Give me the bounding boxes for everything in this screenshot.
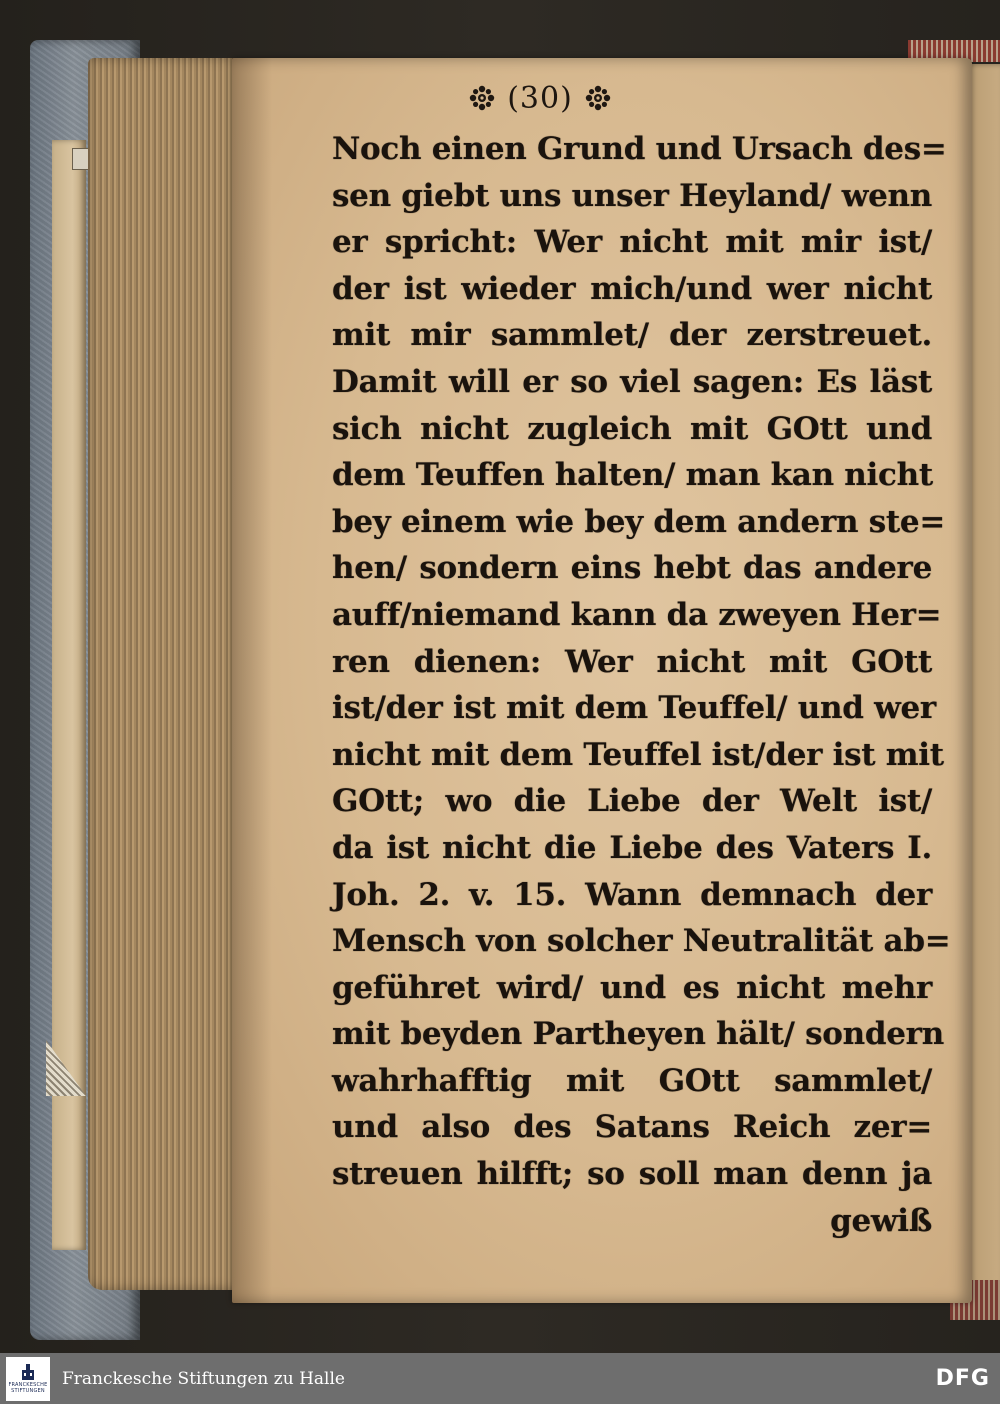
building-icon	[21, 1364, 35, 1382]
page-text	[332, 126, 951, 1244]
page-header	[310, 76, 770, 120]
text-line: mit beyden Partheyen hält/ sondern	[332, 1016, 944, 1053]
text-line: der ist wieder mich/und wer nicht	[332, 270, 932, 307]
text-line: Joh. 2. v. 15. Wann demnach der	[332, 876, 932, 913]
text-line: Noch einen Grund und Ursach des=	[332, 131, 947, 167]
text-line: GOtt; wo die Liebe der Welt ist/	[332, 783, 932, 820]
text-line: er spricht: Wer nicht mit mir ist/	[332, 224, 932, 261]
text-line: geführet wird/ und es nicht mehr	[332, 969, 932, 1006]
text-line: da ist nicht die Liebe des Vaters I.	[332, 829, 932, 866]
page-gutter-shadow	[232, 58, 272, 1303]
text-line: streuen hilfft; so soll man denn ja	[332, 1156, 932, 1193]
institution-logo[interactable]	[6, 1357, 50, 1401]
text-line: ist/der ist mit dem Teuffel/ und wer	[332, 690, 936, 727]
text-line: Mensch von solcher Neutralität ab=	[332, 923, 951, 960]
flower-ornament-icon	[467, 83, 497, 113]
flower-ornament-icon	[583, 83, 613, 113]
text-line: nicht mit dem Teuffel ist/der ist mit	[332, 736, 944, 773]
text-line: mit mir sammlet/ der zerstreuet.	[332, 317, 932, 354]
dfg-logo[interactable]: DFG	[935, 1366, 990, 1391]
logo-text: FRANCKESCHE STIFTUNGEN	[8, 1381, 48, 1394]
text-line: hen/ sondern eins hebt das andere	[332, 550, 932, 587]
text-line: sen giebt uns unser Heyland/ wenn	[332, 177, 932, 214]
page-number: (30)	[507, 80, 573, 116]
text-line: und also des Satans Reich zer=	[332, 1109, 932, 1146]
text-line: ren dienen: Wer nicht mit GOtt	[332, 643, 932, 680]
text-line: auff/niemand kann da zweyen Her=	[332, 596, 942, 633]
text-line: sich nicht zugleich mit GOtt und	[332, 410, 932, 447]
footer-bar	[0, 1353, 1000, 1404]
catchword: gewiß	[830, 1202, 932, 1239]
text-line: dem Teuffen halten/ man kan nicht	[332, 457, 933, 494]
text-line: wahrhafftig mit GOtt sammlet/	[332, 1062, 932, 1099]
institution-name: Franckesche Stiftungen zu Halle	[62, 1368, 345, 1389]
page-block-edges	[88, 58, 238, 1290]
text-line: Damit will er so viel sagen: Es läst	[332, 363, 932, 400]
text-line: bey einem wie bey dem andern ste=	[332, 503, 945, 540]
